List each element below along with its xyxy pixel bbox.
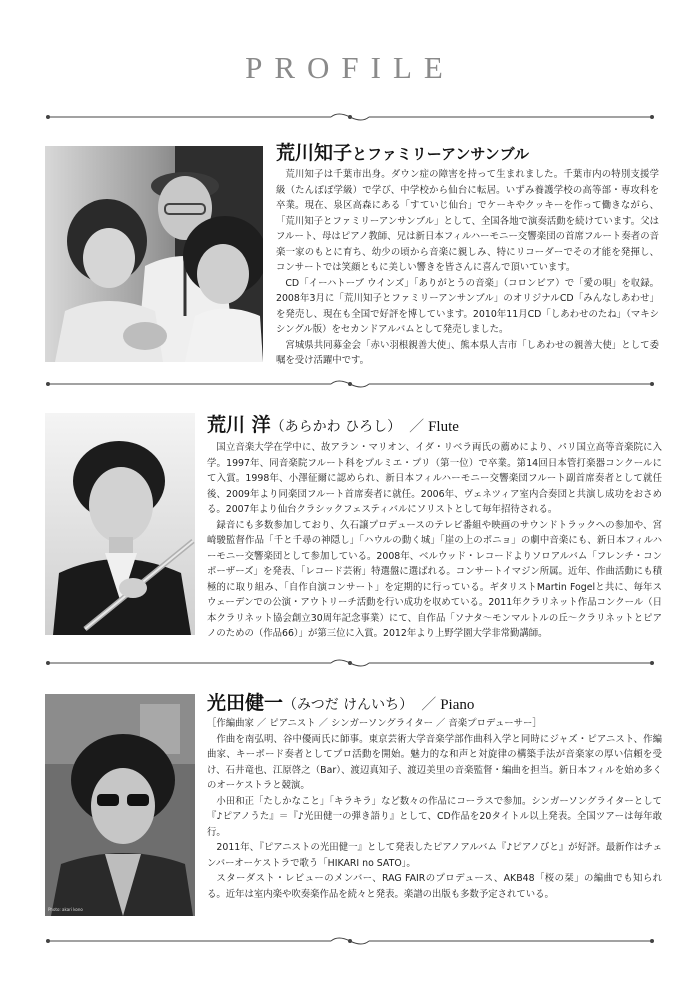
- ornament-divider-top: [46, 112, 654, 122]
- profile-2-slash: ／: [409, 417, 425, 435]
- profile-1-name-main: 荒川知子: [276, 142, 353, 164]
- profile-3-instrument: Piano: [440, 697, 475, 713]
- profile-1-paragraph: 荒川知子は千葉市出身。ダウン症の障害を持って生まれました。千葉市内の特別支援学級（たんぽぽ学級）で学び、中学校から仙台に転居。いずみ養護学校の高等部・専攻科を卒業。現在、泉区高森にある「すていじ仙台」でケーキやクッキーを作って働きながら、「荒川知子とファミリーアンサンブル」として、全国各地で演奏活動を続けています。父はフルート、母はピアノ教師、兄は新日本フィルハーモニー交響楽団の首席フルート奏者の音楽一家のもとに育ち、幼少の頃から音楽に親しみ、特にリコーダーでその才能を発揮し、コンサートでは笑顔ともに美しい響きを皆さんに喜んで頂いています。: [276, 169, 659, 273]
- profile-2-body: [207, 440, 662, 642]
- profile-3-name: [207, 688, 474, 715]
- photo-credit: Photo: akari kono: [48, 907, 83, 912]
- profile-1-paragraph: CD「イーハトーブ ウインズ」「ありがとうの音楽」（コロンビア）で「愛の唄」を収録。2008年3月に「荒川知子とファミリーアンサンブル」のオリジナルCD「みんなしあわせ」を発売し、現在も全国で好評を博しています。2010年11月CD「しあわせのたね」（マキシシングル版）をセカンドアルバムとして発売しました。: [276, 277, 659, 335]
- profile-3-role-line: ［作編曲家 ／ ピアニスト ／ シンガーソングライター ／ 音楽プロデューサー］: [207, 718, 542, 729]
- profile-3-paragraph: 小田和正「たしかなこと」「キラキラ」など数々の作品にコーラスで参加。シンガーソングライターとして『♪ピアノうた』＝『♪光田健一の弾き語り』として、CD作品を20タイトル以上発表。全国ツアーは毎年敢行。: [207, 795, 662, 838]
- family-ensemble-photo: [45, 146, 263, 362]
- ornament-divider-1: [46, 379, 654, 389]
- profile-3-reading: （みつだ けんいち）: [283, 697, 414, 713]
- profile-1-body: [276, 167, 659, 369]
- profile-3-name-main: 光田健一: [207, 692, 284, 714]
- profile-2-paragraph: 国立音楽大学在学中に、故アラン・マリオン、イダ・リベラ両氏の薦めにより、パリ国立高等音楽院に入学。1997年、同音楽院フルート科をプルミエ・プリ（第一位）で卒業。第14回日本管打楽器コンクールにて入賞。1998年、小澤征爾に認められ、新日本フィルハーモニー交響楽団フルート副首席奏者として就任後、2009年より同楽団フルート首席奏者に就任。2006年、ヴェネツィア室内合奏団と共演し成功をおさめる。2007年より仙台クラシックフェスティバルにソリストとして毎年招待される。: [207, 442, 662, 515]
- ornament-divider-bottom: [46, 936, 654, 946]
- profile-3-paragraph: 2011年、『ピアニストの光田健一』として発表したピアノアルバム『♪ピアノびと』が好評。最新作はチェンバーオーケストラで歌う「HIKARI no SATO」。: [207, 842, 662, 869]
- profile-2-name: [207, 410, 459, 437]
- profile-3-paragraph: スターダスト・レビューのメンバー、RAG FAIRのプロデュース、AKB48「桜の栞」の編曲でも知られる。近年は室内楽や吹奏楽作品を続々と発表。楽譜の出版も多数予定されている。: [207, 873, 662, 900]
- profile-2-paragraph: 録音にも多数参加しており、久石譲プロデュースのテレビ番組や映画のサウンドトラックへの参加や、宮崎駿監督作品「千と千尋の神隠し」「ハウルの動く城」「崖の上のポニョ」の劇中音楽にも、新日本フィルハーモニー交響楽団として参加している。2008年、ベルウッド・レコードよりソロアルバム「フレンチ・コンポーザーズ」を発表、「レコード芸術」特選盤に選ばれる。コンサートイマジン所属。近年、作曲活動にも積極的に取り組み、「自作自演コンサート」を定期的に行っている。ギタリストMartin Fogelと共に、毎年スウェーデンでの公演・アウトリーチ活動を行い成功を収めている。2011年クラリネット作品コンクール（日本クラリネット協会創立30周年記念事業）にて、自作品「ソナタ～モンマルトルの丘～クラリネットとピアノのための（作品66）」が第三位に入賞。2012年より上野学園大学非常勤講師。: [207, 519, 662, 639]
- profile-1-paragraph: 宮城県共同募金会「赤い羽根親善大使」、熊本県人吉市「しあわせの親善大使」として委嘱を受け活躍中です。: [276, 339, 659, 366]
- profile-3-body: [207, 716, 662, 902]
- profile-1-name-suffix: とファミリーアンサンブル: [352, 145, 530, 163]
- profile-1-name: [276, 138, 529, 165]
- profile-2-name-main: 荒川 洋: [207, 414, 271, 436]
- profile-3-slash: ／: [421, 695, 437, 713]
- profile-2-reading: （あらかわ ひろし）: [270, 419, 402, 435]
- page-title: PROFILE: [245, 50, 455, 85]
- flutist-photo: [45, 413, 195, 635]
- profile-3-paragraph: 作曲を南弘明、谷中優両氏に師事。東京芸術大学音楽学部作曲科入学と同時にジャズ・ピアニスト、作編曲家、キーボード奏者としてプロ活動を開始。魅力的な和声と対旋律の構築手法が音楽家の厚い信頼を受け、石井竜也、江原啓之（Bar）、渡辺真知子、渡辺美里の音楽監督・編曲を担当。新日本フィルを始め多くのオーケストラと競演。: [207, 733, 662, 791]
- profile-2-instrument: Flute: [428, 419, 459, 435]
- ornament-divider-2: [46, 658, 654, 668]
- pianist-photo: [45, 694, 195, 916]
